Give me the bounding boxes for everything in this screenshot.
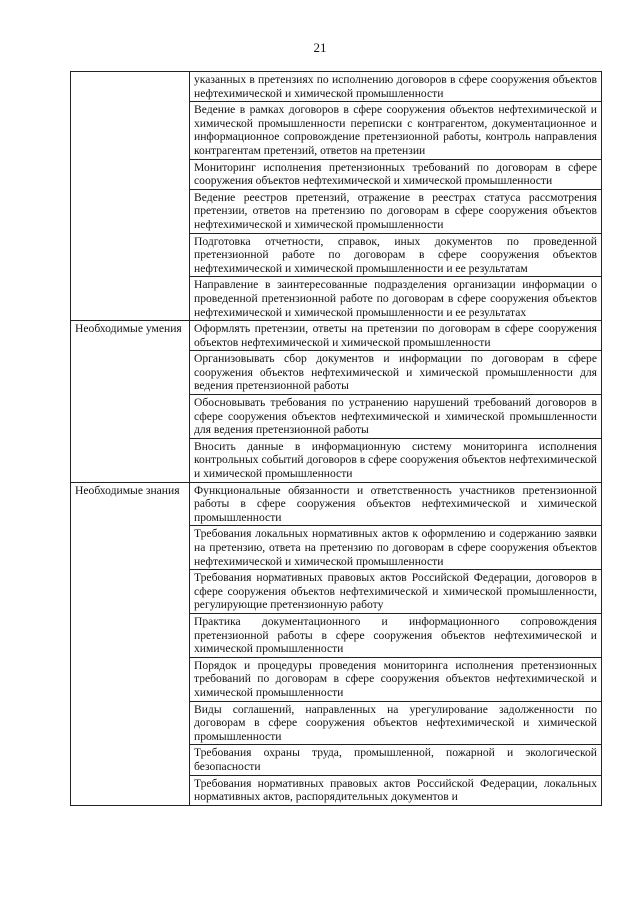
table-cell: Ведение в рамках договоров в сфере сооружения объектов нефтехимической и химической промышленности переписки с контрагентом, документационное и информационное сопровождение претензионной работы, контроль направления контрагентам претензий, ответов на претензии <box>190 102 602 159</box>
table-row <box>71 321 602 351</box>
table-cell: Функциональные обязанности и ответственность участников претензионной работы в сфере сооружения объектов нефтехимической и химической промышленности <box>190 482 602 526</box>
table-cell: Требования локальных нормативных актов к оформлению и содержанию заявки на претензию, ответа на претензию по договорам в сфере сооружения объектов нефтехимической и химической промышленности <box>190 526 602 570</box>
row-label-skills: Необходимые умения <box>71 321 190 483</box>
table-cell: Требования нормативных правовых актов Российской Федерации, локальных нормативных актов, распорядительных документов и <box>190 775 602 805</box>
table-cell: указанных в претензиях по исполнению договоров в сфере сооружения объектов нефтехимической и химической промышленности <box>190 72 602 102</box>
requirements-table <box>70 71 602 806</box>
table-cell: Практика документационного и информационного сопровождения претензионной работы в сфере сооружения объектов нефтехимической и химической промышленности <box>190 613 602 657</box>
table-cell: Виды соглашений, направленных на урегулирование задолженности по договорам в сфере сооружения объектов нефтехимической и химической промышленности <box>190 701 602 745</box>
table-cell: Направление в заинтересованные подразделения организации информации о проведенной претензионной работе по договорам в сфере сооружения объектов нефтехимической и химической промышленности и ее результатах <box>190 277 602 321</box>
table-cell: Мониторинг исполнения претензионных требований по договорам в сфере сооружения объектов нефтехимической и химической промышленности <box>190 159 602 189</box>
page-number: 21 <box>313 40 327 55</box>
table-cell: Оформлять претензии, ответы на претензии по договорам в сфере сооружения объектов нефтехимической и химической промышленности <box>190 321 602 351</box>
table-cell: Подготовка отчетности, справок, иных документов по проведенной претензионной работе по договорам в сфере сооружения объектов нефтехимической и химической промышленности и ее результатам <box>190 233 602 277</box>
table-cell: Требования нормативных правовых актов Российской Федерации, договоров в сфере сооружения объектов нефтехимической и химической промышленности, регулирующие претензионную работу <box>190 570 602 614</box>
row-label <box>71 72 190 321</box>
table-cell: Требования охраны труда, промышленной, пожарной и экологической безопасности <box>190 745 602 775</box>
table-cell: Порядок и процедуры проведения мониторинга исполнения претензионных требований по договорам в сфере сооружения объектов нефтехимической и химической промышленности <box>190 657 602 701</box>
table-row <box>71 482 602 526</box>
table-cell: Обосновывать требования по устранению нарушений требований договоров в сфере сооружения объектов нефтехимической и химической промышленности для ведения претензионной работы <box>190 395 602 439</box>
table-row <box>71 72 602 102</box>
table-cell: Вносить данные в информационную систему мониторинга исполнения контрольных событий договоров в сфере сооружения объектов нефтехимической и химической промышленности <box>190 438 602 482</box>
table-cell: Организовывать сбор документов и информации по договорам в сфере сооружения объектов нефтехимической и химической промышленности для ведения претензионной работы <box>190 351 602 395</box>
table-cell: Ведение реестров претензий, отражение в реестрах статуса рассмотрения претензии, ответов на претензию по договорам в сфере сооружения объектов нефтехимической и химической промышленности <box>190 189 602 233</box>
row-label-knowledge: Необходимые знания <box>71 482 190 805</box>
